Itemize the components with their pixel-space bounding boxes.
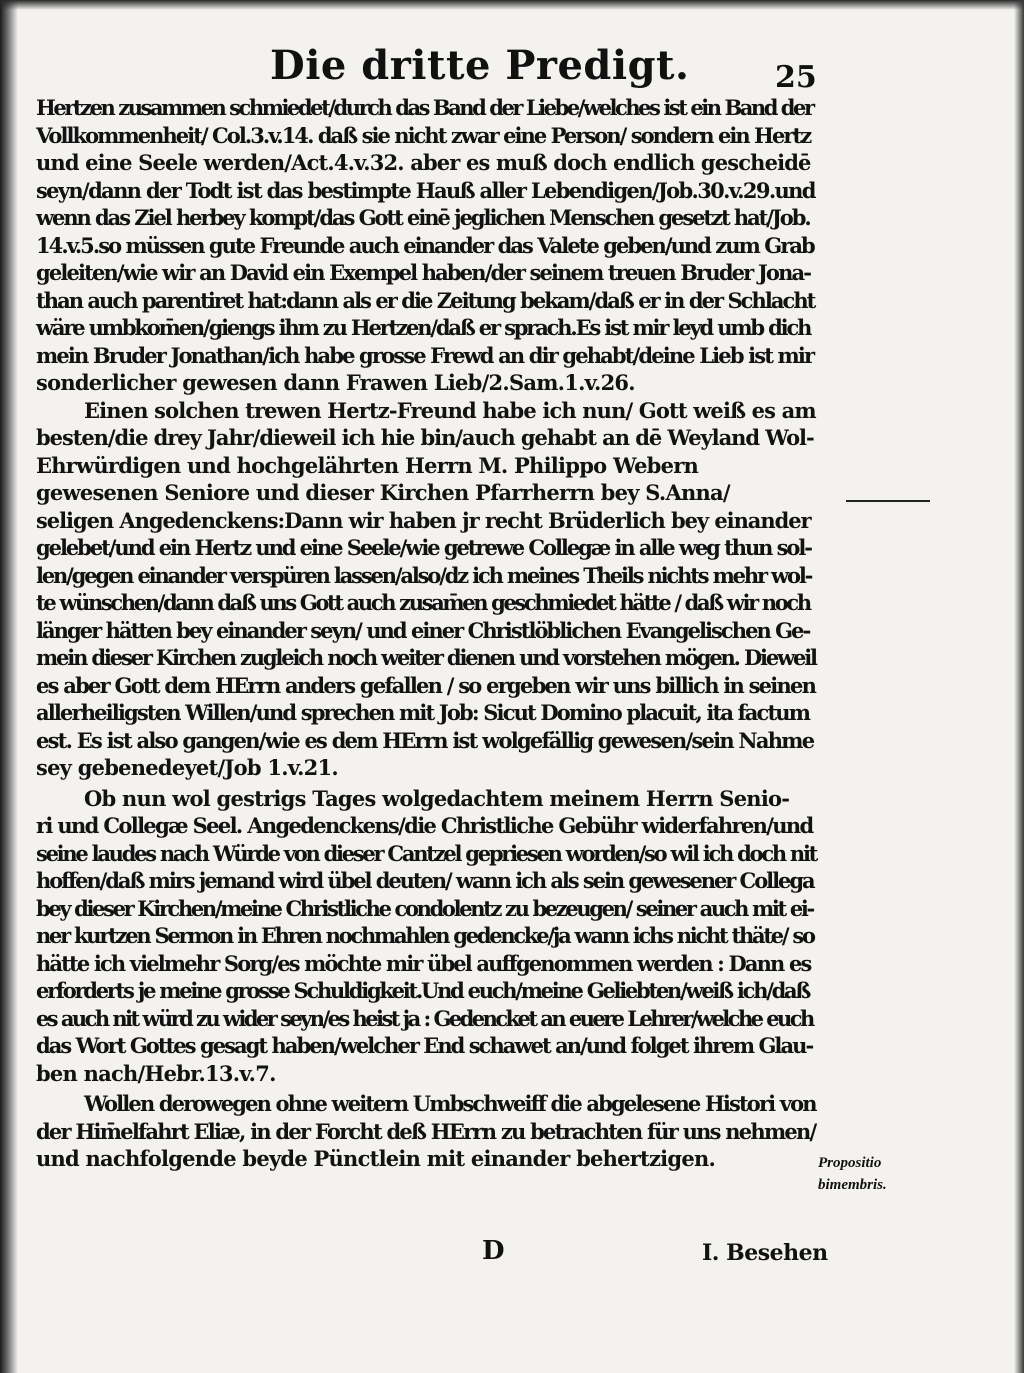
text-line: und nachfolgende beyde Pünctlein mit einander behertzigen.: [36, 1146, 716, 1171]
text-line: gewesenen Seniore und dieser Kirchen Pfarrherrn bey S.Anna/: [36, 480, 730, 505]
text-line: wenn das Ziel herbey kompt/das Gott einē jeglichen Menschen gesetzt hat/Job.: [36, 205, 810, 230]
text-line: ri und Collegæ Seel. Angedenckens/die Christliche Gebühr widerfahren/und: [36, 813, 813, 838]
paragraph: [36, 1090, 816, 1173]
text-line: länger hätten bey einander seyn/ und einer Christlöblichen Evangelischen Ge-: [36, 617, 810, 643]
text-line: ner kurtzen Sermon in Ehren nochmahlen gedencke/ja wann ichs nicht thäte/ so: [36, 923, 814, 948]
margin-note: [818, 1152, 938, 1196]
text-line: das Wort Gottes gesagt haben/welcher End schawet an/und folget ihrem Glau-: [36, 1033, 813, 1058]
body-text: [36, 94, 816, 1173]
text-line: est. Es ist also gangen/wie es dem HErrn ist wolgefällig gewesen/sein Nahme: [36, 727, 814, 753]
paragraph: [36, 785, 816, 1088]
text-line: es auch nit würd zu wider seyn/es heist ja : Gedencket an euere Lehrer/welche euch: [36, 1005, 813, 1031]
text-line: besten/die drey Jahr/dieweil ich hie bin/auch gehabt an dē Weyland Wol-: [36, 425, 814, 450]
text-line: Ob nun wol gestrigs Tages wolgedachtem meinem Herrn Senio-: [84, 785, 790, 811]
catchword: I. Besehen: [702, 1240, 828, 1266]
text-line: seine laudes nach Würde von dieser Cantzel gepriesen worden/so wil ich doch nit: [36, 840, 817, 866]
text-line: mein Bruder Jonathan/ich habe grosse Frewd an dir gehabt/deine Lieb ist mir: [36, 342, 814, 368]
paragraph: [36, 397, 816, 782]
text-line: hoffen/daß mirs jemand wird übel deuten/ wann ich als sein gewesener Collega: [36, 868, 814, 893]
text-line: te wünschen/dann daß uns Gott auch zusam̄en geschmiedet hätte / daß wir noch: [36, 590, 810, 615]
text-line: bey dieser Kirchen/meine Christliche condolentz zu bezeugen/ seiner auch mit ei-: [36, 895, 813, 921]
text-line: wäre umbkom̄en/giengs ihm zu Hertzen/daß er sprach.Es ist mir leyd umb dich: [36, 315, 811, 340]
text-line: Hertzen zusammen schmiedet/durch das Band der Liebe/welches ist ein Band der: [36, 95, 813, 120]
signature-mark: D: [482, 1236, 505, 1266]
text-line: hätte ich vielmehr Sorg/es möchte mir übel auffgenommen werden : Dann es: [36, 950, 811, 976]
text-line: gelebet/und ein Hertz und eine Seele/wie getrewe Collegæ in alle weg thun sol-: [36, 535, 811, 560]
text-line: Einen solchen trewen Hertz-Freund habe ich nun/ Gott weiß es am: [84, 397, 816, 423]
page-number: 25: [775, 60, 817, 95]
text-line: Wollen derowegen ohne weitern Umbschweiff die abgelesene Histori von: [84, 1091, 816, 1116]
text-line: der Him̄elfahrt Eliæ, in der Forcht deß HErrn zu betrachten für uns nehmen/: [36, 1118, 816, 1144]
margin-note-line: Propositio: [818, 1155, 882, 1171]
text-line: seyn/dann der Todt ist das bestimpte Hauß aller Lebendigen/Job.30.v.29.und: [36, 177, 815, 203]
margin-rule: [846, 500, 930, 502]
page-edge-shadow-right: [1014, 0, 1024, 1373]
paragraph: [36, 94, 816, 397]
text-line: und eine Seele werden/Act.4.v.32. aber es muß doch endlich gescheidē: [36, 150, 811, 175]
text-line: than auch parentiret hat:dann als er die Zeitung bekam/daß er in der Schlacht: [36, 287, 815, 313]
text-line: sonderlicher gewesen dann Frawen Lieb/2.Sam.1.v.26.: [36, 370, 635, 395]
page-edge-shadow-left: [0, 0, 18, 1373]
text-line: allerheiligsten Willen/und sprechen mit Job: Sicut Domino placuit, ita factum: [36, 700, 810, 725]
running-head: Die dritte Predigt.: [270, 42, 690, 89]
text-line: sey gebenedeyet/Job 1.v.21.: [36, 755, 338, 780]
text-line: seligen Angedenckens:Dann wir haben jr recht Brüderlich bey einander: [36, 507, 811, 533]
text-line: es aber Gott dem HErrn anders gefallen / so ergeben wir uns billich in seinen: [36, 672, 816, 698]
text-line: geleiten/wie wir an David ein Exempel haben/der seinem treuen Bruder Jona-: [36, 260, 811, 285]
text-line: Vollkommenheit/ Col.3.v.14. daß sie nicht zwar eine Person/ sondern ein Hertz: [36, 122, 811, 148]
text-line: mein dieser Kirchen zugleich noch weiter dienen und vorstehen mögen. Dieweil: [36, 645, 816, 670]
margin-note-line: bimembris.: [818, 1177, 887, 1193]
text-line: Ehrwürdigen und hochgelährten Herrn M. Philippo Webern: [36, 452, 699, 478]
text-line: ben nach/Hebr.13.v.7.: [36, 1060, 276, 1086]
page-edge-shadow-top: [0, 0, 1024, 10]
text-line: len/gegen einander verspüren lassen/also/dz ich meines Theils nichts mehr wol-: [36, 562, 812, 588]
text-line: 14.v.5.so müssen gute Freunde auch einander das Valete geben/und zum Grab: [36, 232, 814, 258]
text-line: erforderts je meine grosse Schuldigkeit.Und euch/meine Geliebten/weiß ich/daß: [36, 978, 810, 1003]
